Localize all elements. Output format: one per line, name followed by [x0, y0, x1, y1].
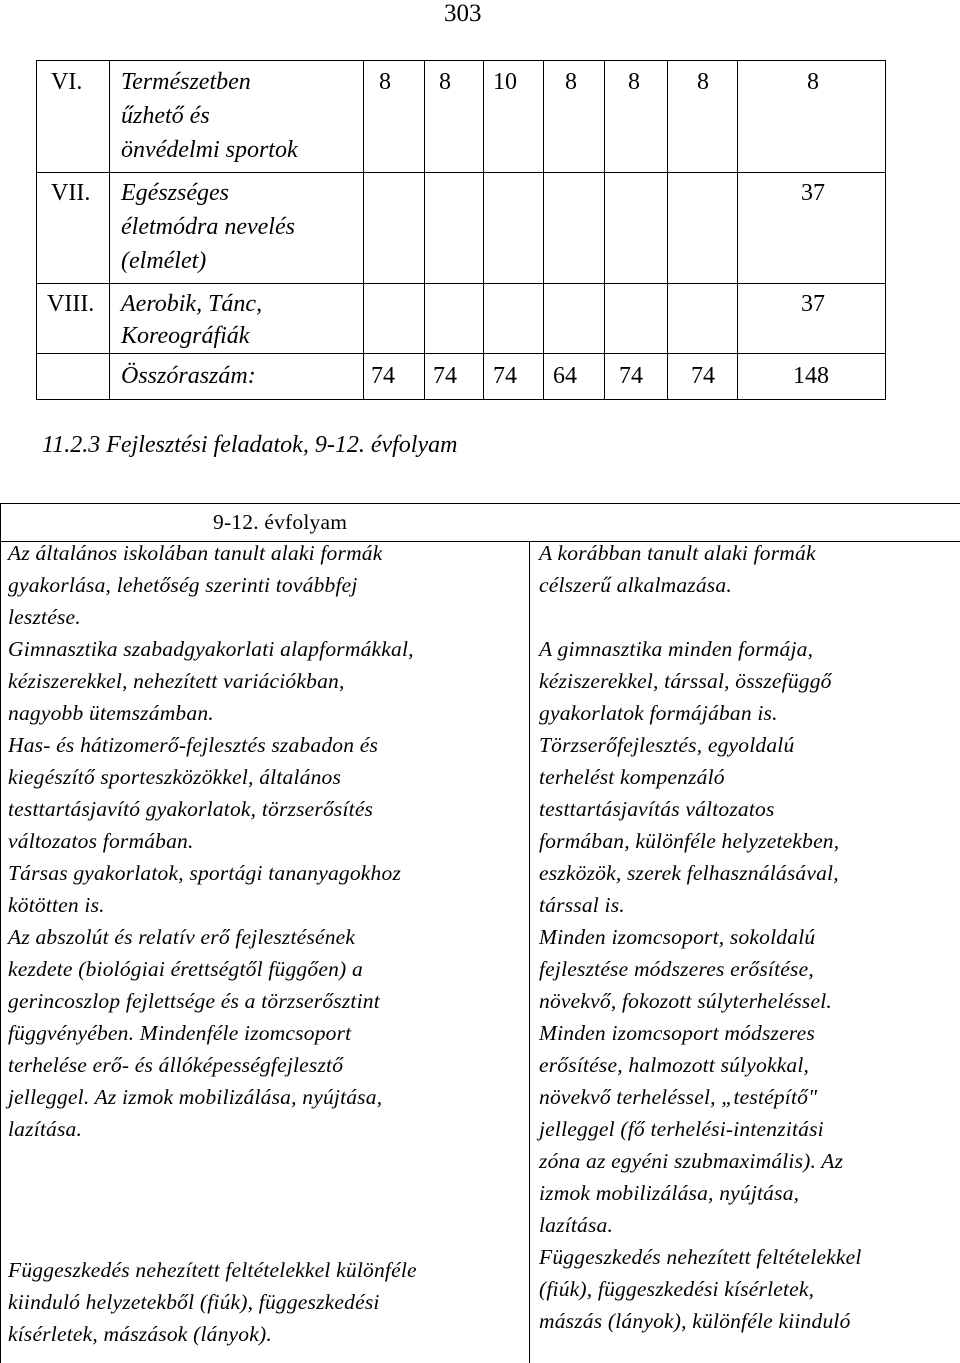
total-value: 64	[553, 363, 577, 389]
right-cell	[539, 633, 862, 729]
text-line: lazítása.	[539, 1213, 614, 1237]
hours-value: 37	[801, 291, 825, 317]
hours-value: 8	[379, 69, 391, 95]
text-line: Törzserőfejlesztés, egyoldalú	[539, 733, 795, 757]
text-line: fejlesztése módszeres erősítése,	[539, 957, 814, 981]
left-column	[8, 537, 414, 1145]
total-value: 74	[691, 363, 715, 389]
hours-value: 37	[801, 180, 825, 206]
row-name-line: önvédelmi sportok	[121, 137, 298, 163]
right-cell	[539, 729, 862, 921]
text-line: változatos formában.	[8, 829, 194, 853]
text-line: testtartásjavító gyakorlatok, törzserősítés	[8, 797, 374, 821]
row-name-line: (elmélet)	[121, 248, 207, 274]
text-line: Has- és hátizomerő-fejlesztés szabadon és	[8, 733, 379, 757]
left-cell	[8, 921, 414, 1145]
text-line: kéziszerekkel, társsal, összefüggő	[539, 669, 832, 693]
text-line: terhelése erő- és állóképességfejlesztő	[8, 1053, 344, 1077]
text-line: lesztése.	[8, 605, 81, 629]
tasks-table-header: 9-12. évfolyam	[213, 510, 348, 534]
tasks-table	[0, 503, 960, 1363]
text-line: kéziszerekkel, nehezített variációkban,	[8, 669, 345, 693]
text-line: Függeszkedés nehezített feltételekkel	[539, 1245, 862, 1269]
text-line: kezdete (biológiai érettségtől függően) a	[8, 957, 363, 981]
hours-table	[36, 60, 886, 400]
text-line: jelleggel. Az izmok mobilizálása, nyújtása,	[8, 1085, 383, 1109]
row-name-line: Aerobik, Tánc,	[121, 291, 263, 317]
row-name-line: űzhető és	[121, 103, 210, 129]
total-value: 148	[793, 363, 829, 389]
hours-value: 8	[628, 69, 640, 95]
text-line: kísérletek, mászások (lányok).	[8, 1322, 272, 1346]
total-label: Összóraszám:	[121, 363, 256, 389]
text-line: nagyobb ütemszámban.	[8, 701, 214, 725]
text-line: kiinduló helyzetekből (fiúk), függeszkedési	[8, 1290, 380, 1314]
row-name-line: életmódra nevelés	[121, 214, 295, 240]
left-cell	[8, 633, 414, 729]
text-line: mászás (lányok), különféle kiinduló	[539, 1309, 851, 1333]
row-name-line: Koreográfiák	[121, 323, 250, 349]
right-column	[539, 537, 862, 1337]
text-line: A gimnasztika minden formája,	[539, 637, 814, 661]
text-line: jelleggel (fő terhelési-intenzitási	[539, 1117, 824, 1141]
text-line: zóna az egyéni szubmaximális). Az	[539, 1149, 844, 1173]
hours-value: 8	[807, 69, 819, 95]
text-line: célszerű alkalmazása.	[539, 573, 732, 597]
right-cell	[539, 1241, 862, 1337]
text-line: függvényében. Mindenféle izomcsoport	[8, 1021, 352, 1045]
hours-value: 8	[697, 69, 709, 95]
left-cell	[8, 729, 414, 921]
text-line: Függeszkedés nehezített feltételekkel különféle	[8, 1258, 417, 1282]
text-line: növekvő, fokozott súlyterheléssel.	[539, 989, 832, 1013]
text-line: Az általános iskolában tanult alaki formák	[8, 541, 383, 565]
text-line: testtartásjavítás változatos	[539, 797, 775, 821]
text-line: terhelést kompenzáló	[539, 765, 725, 789]
text-line: Társas gyakorlatok, sportági tananyagokhoz	[8, 861, 402, 885]
text-line: (fiúk), függeszkedési kísérletek,	[539, 1277, 815, 1301]
total-value: 74	[619, 363, 643, 389]
text-line: eszközök, szerek felhasználásával,	[539, 861, 839, 885]
left-cell-last	[8, 1254, 417, 1350]
text-line: Az abszolút és relatív erő fejlesztésének	[8, 925, 356, 949]
text-line: erősítése, halmozott súlyokkal,	[539, 1053, 810, 1077]
text-line: gyakorlása, lehetőség szerinti továbbfej	[8, 573, 358, 597]
text-line: A korábban tanult alaki formák	[539, 541, 816, 565]
left-cell	[8, 537, 414, 633]
row-number: VIII.	[47, 291, 95, 317]
text-line: kiegészítő sporteszközökkel, általános	[8, 765, 342, 789]
text-line: Minden izomcsoport, sokoldalú	[539, 925, 816, 949]
page-number: 303	[444, 0, 482, 27]
text-line: formában, különféle helyzetekben,	[539, 829, 840, 853]
total-value: 74	[493, 363, 517, 389]
row-number: VI.	[51, 69, 83, 95]
hours-value: 8	[439, 69, 451, 95]
text-line: kötötten is.	[8, 893, 105, 917]
row-number: VII.	[51, 180, 91, 206]
row-name-line: Természetben	[121, 69, 251, 95]
text-line: Minden izomcsoport módszeres	[539, 1021, 815, 1045]
text-line: gerincoszlop fejlettsége és a törzserősztint	[8, 989, 380, 1013]
right-cell	[539, 537, 862, 633]
row-name-line: Egészséges	[121, 180, 229, 206]
text-line: lazítása.	[8, 1117, 83, 1141]
text-line: növekvő terheléssel, „testépítő"	[539, 1085, 818, 1109]
text-line: izmok mobilizálása, nyújtása,	[539, 1181, 800, 1205]
hours-value: 8	[565, 69, 577, 95]
right-cell	[539, 921, 862, 1241]
text-line: gyakorlatok formájában is.	[539, 701, 778, 725]
total-value: 74	[433, 363, 457, 389]
section-heading: 11.2.3 Fejlesztési feladatok, 9-12. évfolyam	[42, 432, 458, 458]
text-line: társsal is.	[539, 893, 625, 917]
total-value: 74	[371, 363, 395, 389]
text-line: Gimnasztika szabadgyakorlati alapformákkal,	[8, 637, 414, 661]
hours-value: 10	[493, 69, 517, 95]
